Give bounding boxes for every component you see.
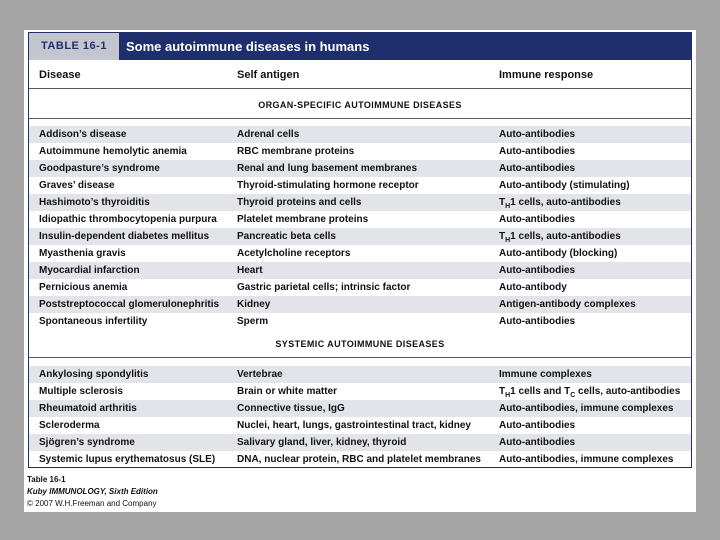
- cell-self-antigen: Kidney: [237, 299, 271, 310]
- cell-disease: Graves’ disease: [39, 180, 115, 191]
- cell-disease: Goodpasture’s syndrome: [39, 163, 160, 174]
- figure-credit: [27, 474, 158, 510]
- cell-immune-response: Auto-antibodies: [499, 214, 576, 225]
- cell-disease: Ankylosing spondylitis: [39, 369, 149, 380]
- table-row: [29, 279, 691, 296]
- cell-self-antigen: Vertebrae: [237, 369, 283, 380]
- cell-disease: Systemic lupus erythematosus (SLE): [39, 454, 216, 465]
- column-header-self-antigen: Self antigen: [237, 69, 300, 81]
- cell-disease: Myasthenia gravis: [39, 248, 126, 259]
- cell-immune-response: Antigen-antibody complexes: [499, 299, 636, 310]
- cell-disease: Hashimoto’s thyroiditis: [39, 197, 150, 208]
- cell-self-antigen: RBC membrane proteins: [237, 146, 355, 157]
- column-header-immune-response: Immune response: [499, 69, 594, 81]
- cell-self-antigen: Heart: [237, 265, 263, 276]
- cell-self-antigen: Salivary gland, liver, kidney, thyroid: [237, 437, 407, 448]
- cell-immune-response: Auto-antibodies: [499, 316, 576, 327]
- cell-self-antigen: Brain or white matter: [237, 386, 338, 397]
- cell-self-antigen: Connective tissue, IgG: [237, 403, 345, 414]
- table-number-label: TABLE 16-1: [29, 33, 119, 60]
- cell-immune-response: Auto-antibodies: [499, 265, 576, 276]
- cell-self-antigen: Thyroid-stimulating hormone receptor: [237, 180, 419, 191]
- cell-immune-response: $T_H1$ cells, auto-antibodies: [499, 231, 621, 244]
- cell-disease: Insulin-dependent diabetes mellitus: [39, 231, 210, 242]
- cell-immune-response: Auto-antibody (blocking): [499, 248, 618, 259]
- column-header-row: [29, 61, 691, 89]
- table-caption: Some autoimmune diseases in humans: [126, 39, 370, 54]
- cell-self-antigen: Acetylcholine receptors: [237, 248, 351, 259]
- cell-disease: Autoimmune hemolytic anemia: [39, 146, 187, 157]
- cell-disease: Spontaneous infertility: [39, 316, 148, 327]
- table-row: [29, 313, 691, 330]
- cell-self-antigen: Pancreatic beta cells: [237, 231, 336, 242]
- table-row: [29, 383, 691, 400]
- cell-immune-response: Auto-antibodies, immune complexes: [499, 403, 674, 414]
- cell-disease: Sjögren’s syndrome: [39, 437, 135, 448]
- cell-disease: Poststreptococcal glomerulonephritis: [39, 299, 220, 310]
- table-row: [29, 143, 691, 160]
- cell-disease: Rheumatoid arthritis: [39, 403, 137, 414]
- table-row: [29, 126, 691, 143]
- cell-disease: Myocardial infarction: [39, 265, 140, 276]
- cell-disease: Pernicious anemia: [39, 282, 128, 293]
- autoimmune-table: [28, 32, 692, 468]
- cell-self-antigen: Nuclei, heart, lungs, gastrointestinal tract, kidney: [237, 420, 471, 431]
- cell-immune-response: Auto-antibody (stimulating): [499, 180, 630, 191]
- credit-table-number: Table 16-1: [27, 475, 66, 484]
- cell-immune-response: Auto-antibodies: [499, 163, 576, 174]
- credit-book-title: Kuby IMMUNOLOGY, Sixth Edition: [27, 487, 158, 496]
- table-row: [29, 245, 691, 262]
- cell-self-antigen: Gastric parietal cells; intrinsic factor: [237, 282, 411, 293]
- table-row: [29, 417, 691, 434]
- cell-immune-response: $T_H1$ cells, auto-antibodies: [499, 197, 621, 210]
- table-row: [29, 434, 691, 451]
- cell-immune-response: $T_H1$ cells and $T_C$ cells, auto-antibodies: [499, 386, 681, 399]
- section-header: SYSTEMIC AUTOIMMUNE DISEASES: [29, 330, 691, 358]
- cell-disease: Idiopathic thrombocytopenia purpura: [39, 214, 217, 225]
- table-row: [29, 451, 691, 468]
- credit-copyright: © 2007 W.H.Freeman and Company: [27, 499, 157, 508]
- cell-immune-response: Auto-antibodies: [499, 437, 576, 448]
- table-title-bar: [29, 33, 691, 60]
- cell-immune-response: Auto-antibodies: [499, 146, 576, 157]
- table-row: [29, 262, 691, 279]
- column-header-disease: Disease: [39, 69, 81, 81]
- slide-sheet: [24, 30, 696, 512]
- table-row: [29, 228, 691, 245]
- cell-immune-response: Auto-antibody: [499, 282, 567, 293]
- cell-self-antigen: Thyroid proteins and cells: [237, 197, 362, 208]
- cell-disease: Multiple sclerosis: [39, 386, 123, 397]
- cell-self-antigen: DNA, nuclear protein, RBC and platelet membranes: [237, 454, 481, 465]
- cell-self-antigen: Sperm: [237, 316, 269, 327]
- table-row: [29, 366, 691, 383]
- cell-immune-response: Immune complexes: [499, 369, 592, 380]
- table-row: [29, 177, 691, 194]
- cell-self-antigen: Adrenal cells: [237, 129, 300, 140]
- table-row: [29, 211, 691, 228]
- cell-immune-response: Auto-antibodies: [499, 420, 576, 431]
- cell-immune-response: Auto-antibodies: [499, 129, 576, 140]
- cell-disease: Scleroderma: [39, 420, 100, 431]
- table-row: [29, 160, 691, 177]
- cell-disease: Addison’s disease: [39, 129, 127, 140]
- table-row: [29, 296, 691, 313]
- section-header: ORGAN-SPECIFIC AUTOIMMUNE DISEASES: [29, 91, 691, 119]
- cell-immune-response: Auto-antibodies, immune complexes: [499, 454, 674, 465]
- table-row: [29, 194, 691, 211]
- table-row: [29, 400, 691, 417]
- cell-self-antigen: Renal and lung basement membranes: [237, 163, 418, 174]
- cell-self-antigen: Platelet membrane proteins: [237, 214, 369, 225]
